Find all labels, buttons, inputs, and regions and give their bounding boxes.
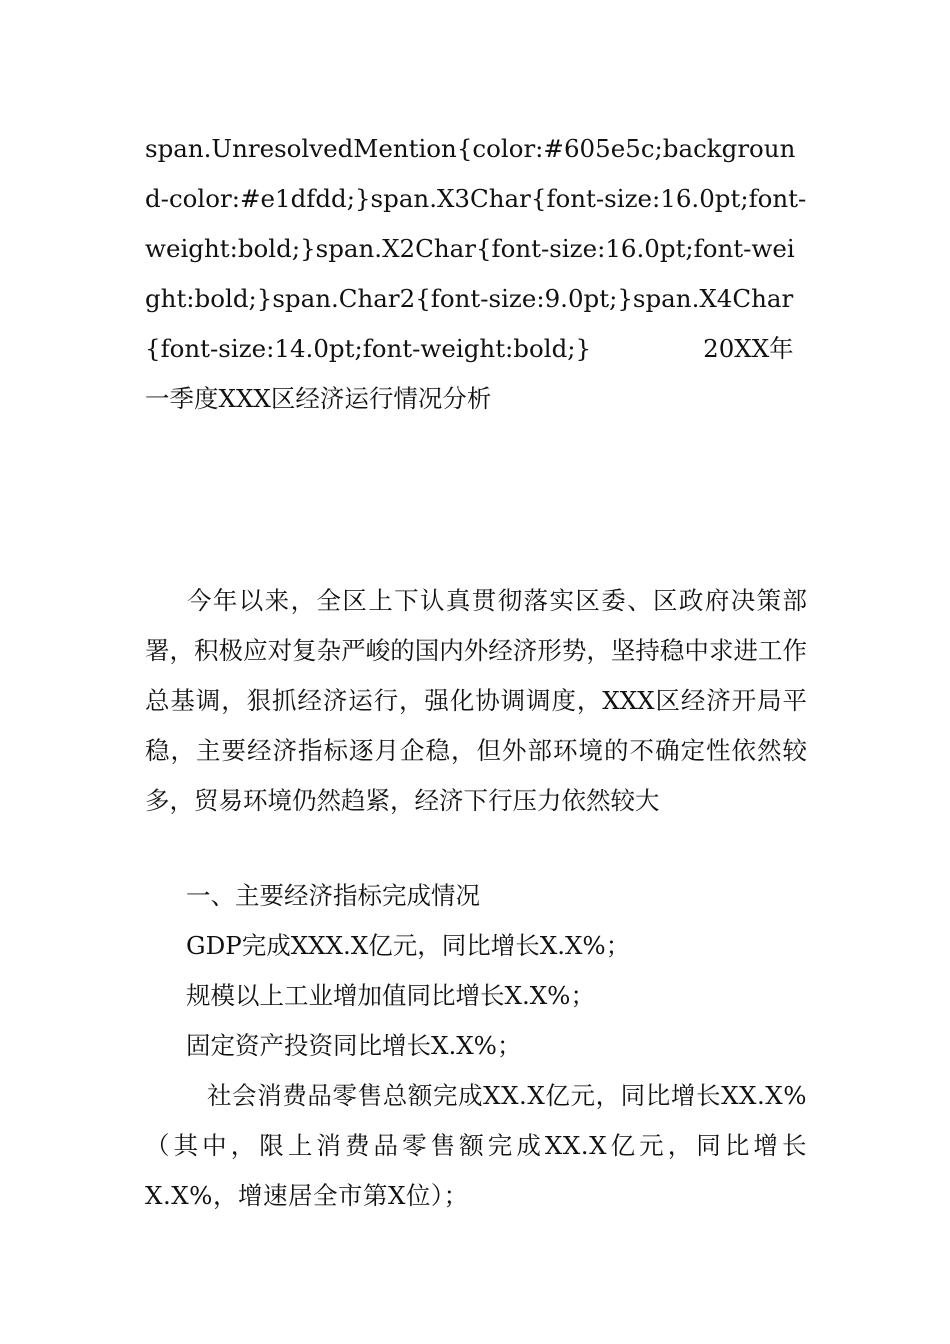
document-title: 20XX年一季度XXX区经济运行情况分析 xyxy=(145,334,794,413)
indicator-investment: 固定资产投资同比增长X.X%； xyxy=(186,1031,522,1060)
intro-paragraph: 今年以来，全区上下认真贯彻落实区委、区政府决策部署，积极应对复杂严峻的国内外经济形势，坚持稳中求进工作总基调，狠抓经济运行，强化协调调度，XXX区经济开局平稳，主要经济指标逐月企稳，但外部环境的不确定性依然较多，贸易环境仍然趋紧，经济下行压力依然较大 xyxy=(145,586,807,815)
css-artifact-text: span.UnresolvedMention{color:#605e5c;background-color:#e1dfdd;}span.X3Char{font-size:16.0pt;font-weight:bold;}span.X2Char{font-size:16.0pt;font-weight:bold;}span.Char2{font-size:9.0pt;}span.X4Char{font-size:14.0pt;font-weight:bold;} xyxy=(145,134,807,363)
indicator-gdp: GDP完成XXX.X亿元，同比增长X.X%； xyxy=(186,931,631,960)
header-paragraph xyxy=(145,124,807,424)
section-heading: 一、主要经济指标完成情况 xyxy=(186,881,480,910)
retail-paragraph: 社会消费品零售总额完成XX.X亿元，同比增长XX.X%（其中，限上消费品零售额完成XX.X亿元，同比增长X.X%，增速居全市第X位）； xyxy=(145,1081,807,1210)
indicator-industrial: 规模以上工业增加值同比增长X.X%； xyxy=(186,981,595,1010)
